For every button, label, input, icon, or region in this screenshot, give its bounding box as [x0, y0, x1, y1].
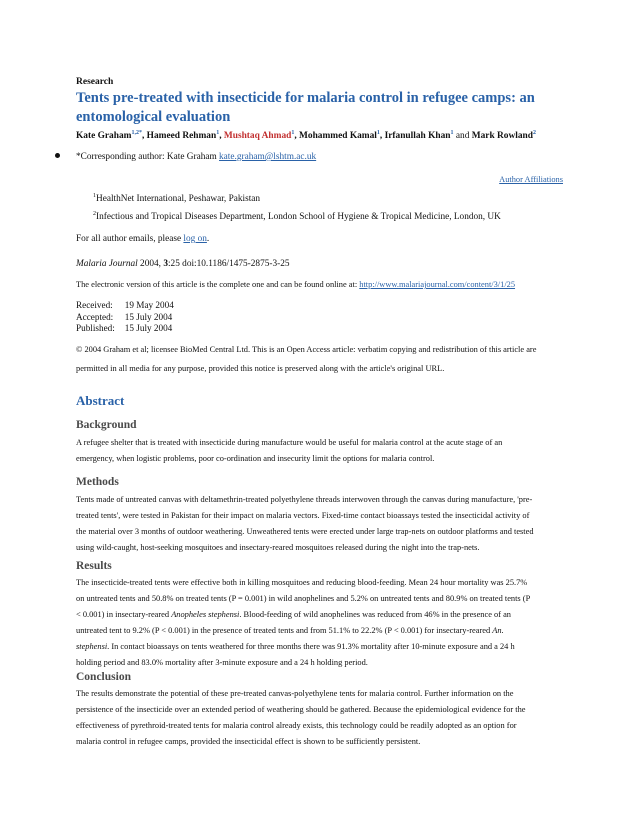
affiliation-2 — [93, 211, 501, 223]
date-label: Published: — [76, 323, 115, 333]
citation-volume: 3 — [163, 259, 168, 269]
corresponding-author — [76, 151, 316, 163]
date-value: 15 July 2004 — [124, 311, 173, 322]
background-line: emergency, when logistic problems, poor co-ordination and insecurity limit the options for malaria control. — [76, 454, 435, 463]
results-text: untreated tent to 9.2% (P < 0.001) in the presence of treated tents and from 51.1% to 22.2% (P < 0.001) for insectary-reared — [76, 626, 493, 635]
corresponding-email-link[interactable]: kate.graham@lshtm.ac.uk — [219, 152, 317, 162]
abstract-heading: Abstract — [76, 393, 125, 408]
results-text: . Blood-feeding of wild anophelines was reduced from 46% in the presence of an — [239, 610, 511, 619]
methods-heading: Methods — [76, 476, 119, 488]
author-affiliation-ref[interactable]: 1 — [376, 129, 380, 136]
results-text: . In contact bioassays on tents weathered for three months there was 91.3% mortality after 10-minute exposure and a 24 h — [107, 642, 515, 651]
date-row — [76, 323, 184, 335]
online-version-notice — [76, 279, 515, 290]
author-affiliations-link[interactable]: Author Affiliations — [499, 175, 563, 184]
online-version-text: The electronic version of this article is the complete one and can be found online at: — [76, 280, 360, 289]
corresponding-author-label: *Corresponding author: Kate Graham — [76, 152, 220, 162]
results-line — [76, 641, 515, 652]
date-row — [76, 300, 184, 312]
results-line: holding period and 83.0% mortality after 3-minute exposure and a 24 h holding period. — [76, 658, 368, 667]
author-name[interactable]: Hameed Rehman — [146, 131, 217, 141]
bullet-icon — [55, 153, 60, 158]
author-name[interactable]: Mushtaq Ahmad — [223, 131, 292, 141]
article-url-link[interactable]: http://www.malariajournal.com/content/3/1/25 — [359, 280, 516, 289]
log-on-link[interactable]: log on — [183, 234, 207, 244]
emails-prefix: For all author emails, please — [76, 234, 184, 244]
author-emails-notice — [76, 233, 209, 245]
species-name: An. — [492, 626, 504, 635]
author-affiliation-ref[interactable]: 1 — [291, 129, 295, 136]
background-line: A refugee shelter that is treated with insecticide during manufacture would be useful for malaria control at the acute stage of an — [76, 438, 503, 447]
results-line: on untreated tents and 50.8% on treated tents (P = 0.001) in wild anophelines and 5.2% on untreated tents and 80.9% on treated tents (P — [76, 594, 531, 603]
methods-line: using wild-caught, host-seeking mosquitoes and insectary-reared mosquitoes released during the night into the trap-nets. — [76, 543, 480, 552]
conclusion-heading: Conclusion — [76, 671, 131, 683]
results-line — [76, 609, 511, 620]
affiliation-number: 1 — [93, 192, 96, 199]
affiliation-text: HealthNet International, Peshawar, Pakistan — [96, 194, 261, 204]
date-label: Received: — [76, 300, 113, 310]
affiliation-1 — [93, 193, 260, 205]
emails-suffix: . — [206, 234, 210, 244]
article-title: Tents pre-treated with insecticide for malaria control in refugee camps: an entomological evaluation — [76, 90, 535, 125]
citation-doi: :25 doi:10.1186/1475-2875-3-25 — [167, 259, 290, 269]
affiliation-text: Infectious and Tropical Diseases Department, London School of Hygiene & Tropical Medicine, London, UK — [96, 212, 501, 222]
conclusion-line: The results demonstrate the potential of these pre-treated canvas-polyethylene tents for malaria control. Further information on the — [76, 689, 514, 698]
citation — [76, 258, 290, 270]
author-name[interactable]: Mark Rowland — [471, 131, 533, 141]
conclusion-line: effectiveness of pyrethroid-treated tents for malaria control already exists, this technology could be readily adopted as an option for — [76, 721, 517, 730]
date-value: 19 May 2004 — [124, 300, 174, 310]
conclusion-line: persistence of the insecticide over an extended period of weathering should be gathered. Because the epidemiological evidence for the — [76, 705, 526, 714]
methods-line: Tents made of untreated canvas with deltamethrin-treated polyethylene threads interwoven through the canvas during manufacture, 'pre- — [76, 495, 533, 504]
author-name[interactable]: Irfanullah Khan — [384, 131, 451, 141]
methods-line: treated tents', were tested in Pakistan for their impact on malaria vectors. Fixed-time contact bioassays tested the insecticidal activity of — [76, 511, 530, 520]
date-row — [76, 312, 184, 324]
license-line-2: permitted in all media for any purpose, provided this notice is preserved along with the article's original URL. — [76, 364, 445, 373]
publication-dates — [76, 300, 184, 335]
author-name[interactable]: Mohammed Kamal — [299, 131, 377, 141]
author-affiliation-ref[interactable]: 1 — [450, 129, 454, 136]
results-heading: Results — [76, 560, 112, 572]
conclusion-line: malaria control in refugee camps, provided the insecticidal effect is shown to be sufficiently persistent. — [76, 737, 421, 746]
results-line: The insecticide-treated tents were effective both in killing mosquitoes and reducing blood-feeding. Mean 24 hour mortality was 25.7% — [76, 578, 528, 587]
date-label: Accepted: — [76, 311, 114, 322]
species-name: Anopheles stephensi — [171, 610, 240, 619]
methods-line: the material over 3 months of outdoor weathering. Unweathered tents were erected under large trap-nets on outdoor platforms and tested — [76, 527, 534, 536]
author-affiliation-ref[interactable]: 2 — [532, 129, 536, 136]
author-affiliation-ref[interactable]: 1,2* — [131, 129, 142, 136]
license-line-1: © 2004 Graham et al; licensee BioMed Central Ltd. This is an Open Access article: verbatim copying and redistribution of this article are — [76, 345, 537, 354]
author-list: Kate Graham$^{1,2*}$, Hameed Rehman$^1$, Mushtaq Ahmad$^1$, Mohammed Kamal$^1$, Irfanullah Khan$^1$ and Mark Rowland$^2$ — [76, 129, 536, 141]
citation-year: 2004, — [137, 259, 164, 269]
journal-name: Malaria Journal — [76, 259, 138, 269]
results-text: < 0.001) in insectary-reared — [76, 610, 172, 619]
species-name: stephensi — [76, 642, 108, 651]
background-heading: Background — [76, 419, 137, 431]
date-value: 15 July 2004 — [124, 323, 173, 333]
author-name[interactable]: Kate Graham — [76, 131, 132, 141]
results-line — [76, 625, 504, 636]
affiliation-number: 2 — [93, 210, 96, 217]
author-affiliation-ref[interactable]: 1 — [216, 129, 220, 136]
article-type-label: Research — [76, 77, 114, 87]
